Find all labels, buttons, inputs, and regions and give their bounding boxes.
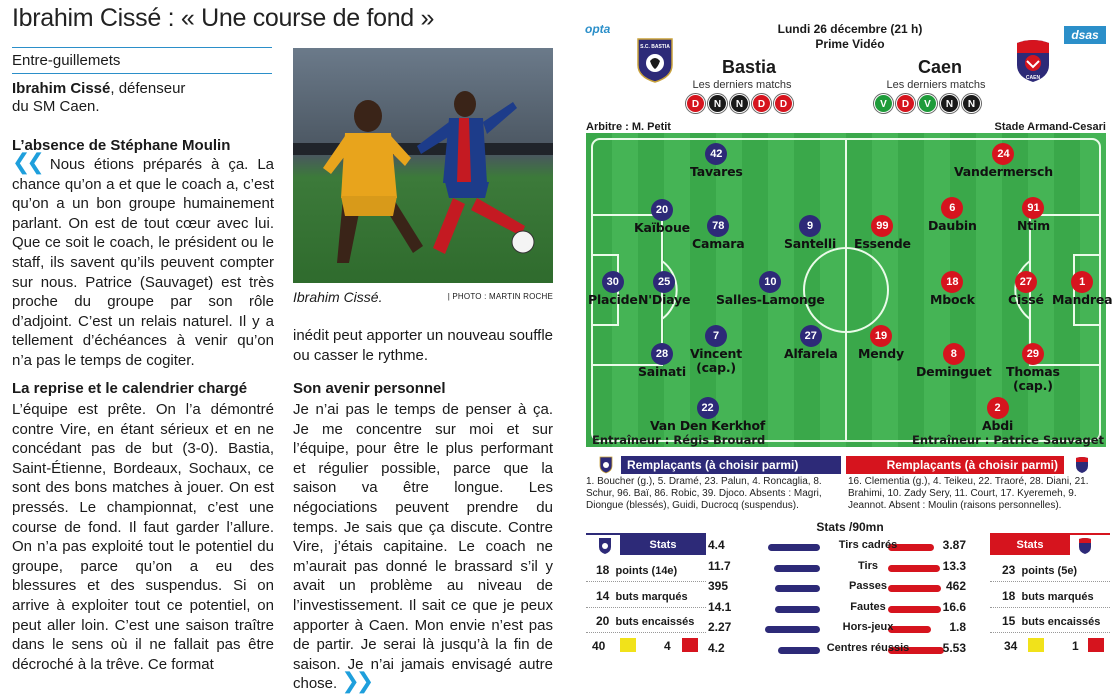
home-player: 7 Vincent (cap.) — [690, 325, 742, 375]
metric-home-bar — [765, 626, 820, 633]
home-form-badge: N — [730, 94, 749, 113]
dsas-logo: dsas — [1064, 26, 1106, 44]
home-player: 28 Sainati — [638, 343, 686, 379]
metric-away-value: 5.53 — [942, 641, 966, 655]
away-player: 99 Essende — [854, 215, 911, 251]
away-form-badge: V — [874, 94, 893, 113]
caen-stats-crest-icon — [1076, 537, 1094, 555]
metric-home-value: 4.2 — [708, 641, 725, 655]
metric-away-value: 13.3 — [942, 558, 966, 573]
away-player: 8 Deminguet — [916, 343, 992, 379]
away-player: 24 Vandermersch — [954, 143, 1053, 179]
away-yellow-cards: 34 — [1004, 639, 1018, 653]
svg-text:S.C. BASTIA: S.C. BASTIA — [640, 44, 670, 50]
section-text-avenir — [293, 400, 553, 694]
match-date: Lundi 26 décembre (21 h) — [777, 22, 923, 36]
home-player: 42 Tavares — [690, 143, 743, 179]
metric-home-value: 395 — [708, 579, 729, 594]
byline-club: du SM Caen. — [12, 98, 100, 115]
home-red-cards: 4 — [664, 639, 671, 653]
byline-name: Ibrahim Cissé — [12, 80, 111, 97]
referee: Arbitre : M. Petit — [586, 121, 671, 133]
match-broadcaster: Prime Vidéo — [815, 37, 885, 51]
away-coach: Entraîneur : Patrice Sauvaget — [912, 433, 1104, 447]
caen-crest-icon — [1014, 37, 1052, 83]
metric-home-value: 4.4 — [708, 538, 725, 552]
home-form-badge: D — [686, 94, 705, 113]
metric-row — [700, 598, 990, 618]
photo-caption — [293, 289, 553, 305]
away-form-badge: N — [940, 94, 959, 113]
yellow-card-icon — [620, 638, 636, 652]
away-team-name: Caen — [918, 57, 963, 77]
home-player: 30 Placide — [588, 271, 638, 307]
section-text-absence — [12, 150, 275, 371]
home-form-badge: D — [774, 94, 793, 113]
home-subs-list: 1. Boucher (g.), 5. Dramé, 23. Palun, 4. Roncaglia, 8. Schur, 96. Baï, 86. Robic, 39. Djoco. Absents : Magri, Diongue (blessés), Guidi, Ducrocq (suspendus). — [586, 476, 822, 511]
bastia-crest-icon — [636, 37, 674, 83]
photo-credit: | PHOTO : MARTIN ROCHE — [447, 292, 553, 301]
metric-row — [700, 557, 990, 577]
home-form-row — [686, 94, 793, 113]
section-body-avenir: Je n’ai pas le temps de penser à ça. Je me concentre sur moi et sur l’équipe, pour être le plus performant et régulier possible, parce que la saison va être longue. Les négociations peuvent prendre du temps. Je sais que ça discute. Contre Vire, j’étais capitaine. Le coach ne m’aurait pas donné le brassard s’il y avait un problème au niveau de l’investissement. Il sait ce que je peux apporter à Caen. Mon envie n’est pas de partir. Je serai là jusqu’à la fin de saison. Je n’ai jamais envisagé autre chose. — [293, 401, 553, 693]
metric-home-value: 11.7 — [708, 558, 731, 573]
home-player: 78 Camara — [692, 215, 744, 251]
home-player: 27 Alfarela — [784, 325, 838, 361]
section-text-reprise: L’équipe est prête. On l’a démontré contre Vire, en étant sérieux et en ne concédant pas de but (3-0). Bastia, Saint-Étienne, Bordeaux, Sochaux, ce sont des bons matches à jouer. On est pressés. Le championnat, c’est une course de fond. Il faut garder l’allure. On n’a pas exploité tout le potentiel du groupe, parce qu’on a eu des blessures et des suspendus. Si on arrive à exploiter tout ce potentiel, on peut aller loin. C’est une saison traître dans le sens où il ne fallait pas être décroché à la trêve. Ce format — [12, 401, 274, 673]
home-form-badge: D — [752, 94, 771, 113]
svg-text:CAEN: CAEN — [1025, 75, 1041, 81]
home-form-badge: N — [708, 94, 727, 113]
home-goals-against: 20 buts encaissés — [596, 614, 695, 628]
metric-label: Hors-jeux — [842, 621, 894, 634]
home-player: 10 Salles-Lamonge — [716, 271, 825, 307]
metric-away-value: 1.8 — [949, 620, 966, 635]
home-player: 22 Van Den Kerkhof — [650, 397, 765, 433]
metric-row — [700, 618, 990, 638]
stadium: Stade Armand-Cesari — [994, 121, 1106, 133]
metric-home-value: 14.1 — [708, 599, 732, 614]
section-title-absence: L’absence de Stéphane Moulin — [12, 137, 231, 154]
home-subs-header: Remplaçants (à choisir parmi) — [621, 456, 841, 474]
away-form-badge: D — [896, 94, 915, 113]
metric-away-value: 462 — [945, 579, 966, 594]
metric-away-value: 3.87 — [942, 538, 966, 552]
player-photo — [293, 48, 553, 283]
yellow-card-icon — [1028, 638, 1044, 652]
away-red-cards: 1 — [1072, 639, 1079, 653]
article-headline: Ibrahim Cissé : « Une course de fond » — [12, 4, 435, 32]
home-stats-header: Stats — [620, 535, 706, 555]
metric-label: Fautes — [850, 600, 886, 613]
metric-home-bar — [775, 585, 820, 592]
away-goals-for: 18 buts marqués — [1002, 589, 1094, 603]
away-last-matches-label: Les derniers matchs — [886, 79, 986, 91]
metric-label: Tirs cadrés — [838, 539, 898, 551]
away-form-badge: V — [918, 94, 937, 113]
bastia-mini-crest-icon — [594, 456, 618, 474]
away-points: 23 points (5e) — [1002, 563, 1078, 577]
home-yellow-cards: 40 — [592, 639, 606, 653]
home-goals-for: 14 buts marqués — [596, 589, 688, 603]
metric-home-bar — [778, 647, 820, 654]
metric-away-value: 16.6 — [942, 599, 966, 614]
away-form-row — [874, 94, 981, 113]
byline-role: , défenseur — [110, 80, 186, 97]
away-player: 29 Thomas (cap.) — [1006, 343, 1060, 393]
home-stats-box — [586, 533, 706, 658]
away-player: 2 Abdi — [982, 397, 1013, 433]
rubric-label: Entre-guillemets — [12, 47, 272, 74]
home-player: 25 N'Diaye — [638, 271, 690, 307]
home-last-matches-label: Les derniers matchs — [692, 79, 792, 91]
away-stats-box — [990, 533, 1110, 658]
pitch — [586, 133, 1113, 447]
home-player: 9 Santelli — [784, 215, 836, 251]
section-title-reprise: La reprise et le calendrier chargé — [12, 380, 248, 397]
away-player: 19 Mendy — [858, 325, 904, 361]
caption-text: Ibrahim Cissé. — [293, 289, 383, 305]
quote-close-icon: ❯❯ — [341, 669, 371, 694]
away-form-badge: N — [962, 94, 981, 113]
away-subs-header: Remplaçants (à choisir parmi) — [846, 456, 1064, 474]
metric-row — [700, 639, 990, 659]
section-body-absence: Nous étions préparés à ça. La chance qu’on a et que le coach a, c’est qu’on a un bon groupe humainement parlant. On est de tout cœur avec lui. Que ce soit le coach, le président ou le staff, ils savent qu’ils peuvent compter sur nous. Patrice (Sauvaget) est très proche du groupe par son rôle d’adjoint. C’est un relais naturel. Il y a tellement d’échéances à venir qu’on n’a pas le temps de cogiter. — [12, 156, 275, 369]
metric-row — [700, 536, 990, 556]
metric-row — [700, 577, 990, 597]
stats-title: Stats /90mn — [816, 520, 884, 534]
away-player: 91 Ntim — [1017, 197, 1050, 233]
metric-label: Tirs — [858, 559, 878, 572]
metric-home-value: 2.27 — [708, 620, 732, 635]
metric-home-bar — [775, 606, 820, 613]
metric-home-bar — [768, 544, 820, 551]
bastia-stats-crest-icon — [596, 537, 614, 555]
away-subs-list: 16. Clementia (g.), 4. Teikeu, 22. Traoré, 28. Diani, 21. Brahimi, 10. Zady Sery, 11. Court, 17. Kyeremeh, 9. Jeannot. Absent : Moulin (raisons personnelles). — [848, 476, 1089, 511]
opta-logo: opta — [585, 22, 611, 36]
away-player: 1 Mandrea — [1052, 271, 1112, 307]
away-stats-header: Stats — [990, 535, 1070, 555]
section-title-avenir: Son avenir personnel — [293, 380, 446, 397]
caen-mini-crest-icon — [1070, 456, 1094, 474]
section-text-continued: inédit peut apporter un nouveau souffle ou casser le rythme. — [293, 327, 553, 364]
away-player: 27 Cissé — [1008, 271, 1044, 307]
home-team-name: Bastia — [722, 57, 777, 77]
metric-home-bar — [774, 565, 820, 572]
red-card-icon — [1088, 638, 1104, 652]
byline — [12, 80, 272, 116]
home-coach: Entraîneur : Régis Brouard — [592, 433, 766, 447]
away-player: 6 Daubin — [928, 197, 977, 233]
metric-label: Centres réussis — [826, 642, 910, 654]
home-points: 18 points (14e) — [596, 563, 678, 577]
red-card-icon — [682, 638, 698, 652]
home-player: 20 Kaïboue — [634, 199, 690, 235]
quote-open-icon: ❮❮ — [12, 150, 41, 175]
away-goals-against: 15 buts encaissés — [1002, 614, 1101, 628]
metric-label: Passes — [849, 580, 887, 593]
away-player: 18 Mbock — [930, 271, 975, 307]
